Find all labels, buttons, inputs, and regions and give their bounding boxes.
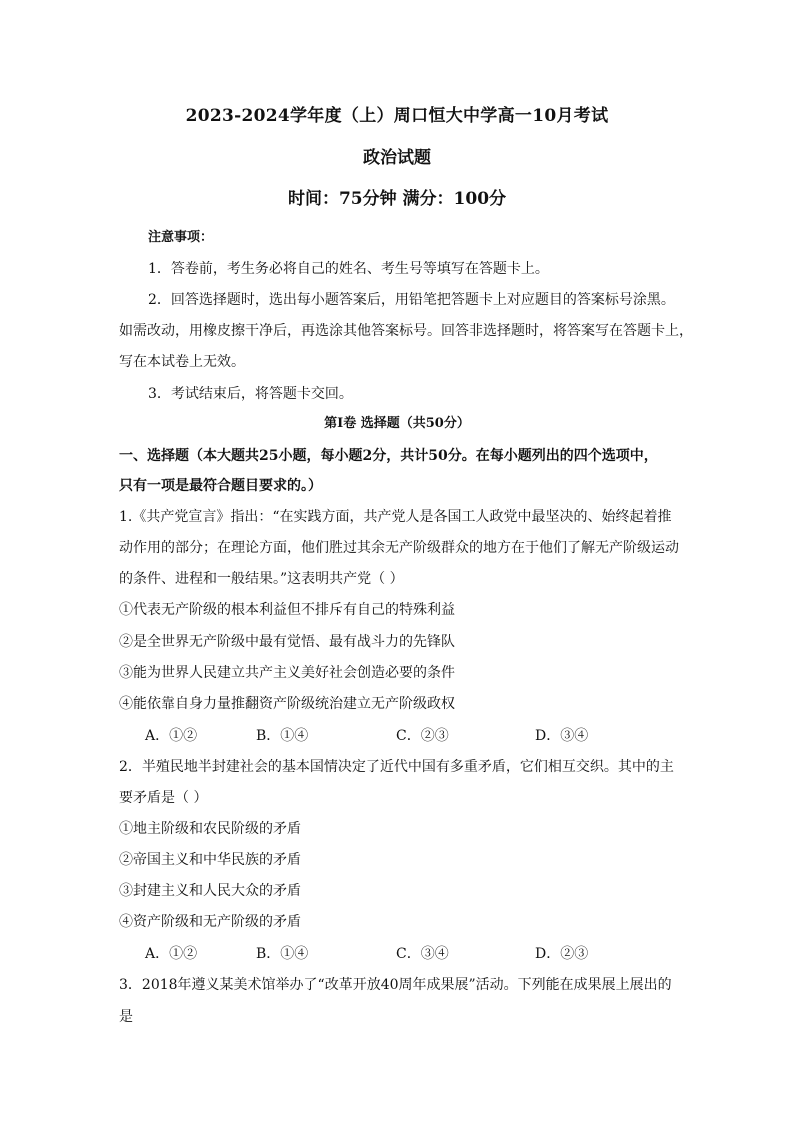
exam-time-score: 时间：75分钟 满分：100分: [287, 189, 507, 209]
q3-stem-line-1: 3．2018年遵义某美术馆举办了“改革开放40周年成果展”活动。下列能在成果展上展出的: [119, 977, 672, 993]
q2-option-a: A．①②: [145, 946, 198, 962]
q2-option-b: B．①④: [256, 946, 309, 962]
q2-option-c: C．③④: [396, 946, 449, 962]
exam-subject: 政治试题: [363, 148, 431, 168]
q1-stem-line-2: 动作用的部分；在理论方面，他们胜过其余无产阶级群众的地方在于他们了解无产阶级运动: [119, 540, 679, 556]
q1-statement-4: ④能依靠自身力量推翻资产阶级统治建立无产阶级政权: [119, 696, 455, 712]
q2-statement-1: ①地主阶级和农民阶级的矛盾: [119, 821, 301, 837]
q2-statement-3: ③封建主义和人民大众的矛盾: [119, 883, 301, 899]
q1-option-d: D．③④: [535, 728, 589, 744]
q1-stem-line-3: 的条件、进程和一般结果。”这表明共产党（ ）: [119, 571, 404, 587]
q3-stem-line-2: 是: [119, 1009, 133, 1025]
q2-option-d: D．②③: [535, 946, 589, 962]
q2-stem-line-1: 2．半殖民地半封建社会的基本国情决定了近代中国有多重矛盾，它们相互交织。其中的主: [119, 759, 674, 775]
q2-stem-line-2: 要矛盾是（ ）: [119, 790, 208, 806]
q2-statement-4: ④资产阶级和无产阶级的矛盾: [119, 914, 301, 930]
part-instructions-line-1: 一、选择题（本大题共25小题，每小题2分，共计50分。在每小题列出的四个选项中，: [119, 448, 658, 464]
notes-heading: 注意事项：: [148, 230, 214, 245]
note-item-2-line-1: 2．回答选择题时，选出每小题答案后，用铅笔把答题卡上对应题目的答案标号涂黑。: [148, 292, 675, 308]
exam-title: 2023-2024学年度（上）周口恒大中学高一10月考试: [185, 106, 609, 126]
q1-stem-line-1: 1.《共产党宣言》指出：“在实践方面，共产党人是各国工人政党中最坚决的、始终起着推: [119, 509, 672, 525]
note-item-2-line-2: 如需改动，用橡皮擦干净后，再选涂其他答案标号。回答非选择题时，将答案写在答题卡上，: [119, 323, 693, 339]
q1-statement-3: ③能为世界人民建立共产主义美好社会创造必要的条件: [119, 665, 455, 681]
section-title: 第Ⅰ卷 选择题（共50分）: [324, 416, 470, 431]
note-item-1: 1．答卷前，考生务必将自己的姓名、考生号等填写在答题卡上。: [148, 261, 549, 277]
q1-option-c: C．②③: [396, 728, 449, 744]
note-item-2-line-3: 写在本试卷上无效。: [119, 354, 245, 370]
q1-option-b: B．①④: [256, 728, 309, 744]
q1-statement-1: ①代表无产阶级的根本利益但不排斥有自己的特殊利益: [119, 602, 455, 618]
q1-statement-2: ②是全世界无产阶级中最有觉悟、最有战斗力的先锋队: [119, 634, 455, 650]
q2-statement-2: ②帝国主义和中华民族的矛盾: [119, 852, 301, 868]
note-item-3: 3．考试结束后，将答题卡交回。: [148, 386, 353, 402]
q1-option-a: A．①②: [145, 728, 198, 744]
part-instructions-line-2: 只有一项是最符合题目要求的。）: [119, 478, 322, 494]
